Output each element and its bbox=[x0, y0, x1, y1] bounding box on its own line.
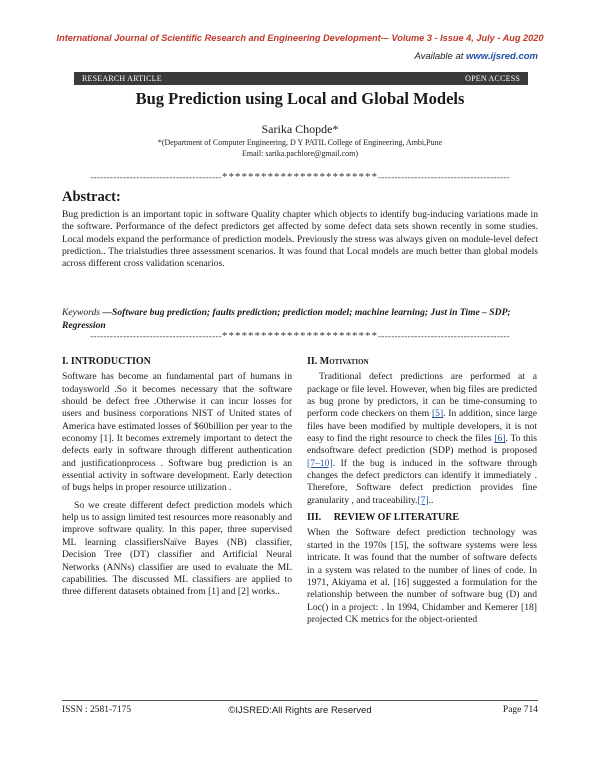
author-name: Sarika Chopde* bbox=[261, 122, 339, 136]
review-paragraph: When the Software defect prediction technology was started in the 1970s [15], the software systems were less intricate. It was found that the number of software defects in a system was related to the number of lines of code. In 1971, Akiyama et al. [16] suggested a formulation for the relationship between the number of software bug (D) and Loc() in a project: . In 1994, Chidamber and Kemerer [18] projected CK metrics for the object-oriented bbox=[307, 527, 537, 625]
page-number: Page 714 bbox=[502, 705, 538, 715]
separator-dashes-left: ---------------------------------------- bbox=[90, 172, 222, 182]
reference-link-6[interactable]: [6] bbox=[494, 433, 506, 445]
motivation-text-e: .. bbox=[428, 494, 434, 506]
left-column bbox=[62, 356, 292, 604]
motivation-text-b: . In addition, since large files have been modified by multiple developers, it is not easy to find the right resource to check the files bbox=[307, 408, 537, 445]
separator-dashes-right: ---------------------------------------- bbox=[378, 331, 510, 341]
abstract-heading: Abstract: bbox=[62, 189, 121, 205]
separator-stars: ************************ bbox=[222, 330, 378, 342]
introduction-paragraph-1: Software has become an fundamental part of humans in todaysworld .So it becomes necessary that the software should be defect free .Otherwise it can incur losses for users and business corporations NIST of United states of America have estimated losses of $60billion per year to the economy [1]. It becomes extremely important to detect the defects early in software through different authentication and justificationprocess . Software bug prediction is an essential activity in software development. Early detection of bugs helps in proper resource utilization . bbox=[62, 371, 292, 494]
motivation-text-a: Traditional defect predictions are performed at a package or file level. However, when big files are predicted as bug prone by predictors, it can be time-consuming to perform code checkers on them bbox=[307, 371, 537, 420]
review-heading-text: REVIEW OF LITERATURE bbox=[333, 512, 460, 524]
article-type-bar bbox=[74, 72, 528, 85]
journal-header: International Journal of Scientific Research and Engineering Development-– Volume 3 - Issue 4, July - Aug 2020 bbox=[56, 33, 544, 43]
introduction-paragraph-2: So we create different defect prediction models which help us to assign limited test resources more reasonably and improve software quality. In this paper, three supervised ML learning classifiersNaïve Bayes (NB) classifier, Decision Tree (DT) classifier and Artificial Neural Networks (ANNs) classifier are used to evaluate the ML capabilities. The discussed ML classifiers are applied to three different datasets obtained from [1] and [2] works.. bbox=[62, 499, 292, 598]
separator-dashes-left: ---------------------------------------- bbox=[90, 331, 222, 341]
motivation-heading-number: II. bbox=[307, 356, 318, 367]
author-affiliation: *(Department of Computer Engineering, D Y PATIL College of Engineering, Ambi,Pune bbox=[157, 138, 443, 147]
reference-link-5[interactable]: [5] bbox=[431, 408, 444, 420]
motivation-text-c: . To this endsoftware defect prediction (SDP) method is proposed bbox=[307, 433, 537, 457]
author-email: Email: sarika.pachlore@gmail.com) bbox=[242, 149, 358, 158]
journal-url-link[interactable]: www.ijsred.com bbox=[466, 51, 538, 62]
availability-line bbox=[414, 51, 538, 62]
research-article-label: RESEARCH ARTICLE bbox=[82, 74, 162, 83]
separator-top bbox=[62, 171, 538, 183]
review-heading bbox=[307, 512, 537, 524]
separator-stars: ************************ bbox=[222, 171, 378, 183]
motivation-heading-text: Motivation bbox=[319, 356, 369, 367]
reference-link-7[interactable]: [7] bbox=[417, 494, 429, 506]
keywords-label: Keywords bbox=[62, 307, 101, 318]
right-column bbox=[307, 356, 537, 631]
reference-link-7-10[interactable]: [7–10] bbox=[307, 457, 333, 469]
introduction-heading: I. INTRODUCTION bbox=[62, 356, 151, 367]
review-heading-number: III. bbox=[307, 512, 322, 524]
abstract-text: Bug prediction is an important topic in software Quality chapter which objects to identify bug-inducing variations made in the software. Performance of the defect predictors get affected by some defect data sets shown recently in some studies. Local models expand the performance of prediction models. Previously the stress was always given on module-level defect prediction.. The trialstudies three assessment scenarios. It was found that Local models are much better than global models across different cross validation scenarios. bbox=[62, 209, 538, 270]
copyright: ©IJSRED:All Rights are Reserved bbox=[228, 705, 372, 716]
issn: ISSN : 2581-7175 bbox=[62, 705, 132, 715]
footer-divider bbox=[62, 700, 538, 701]
motivation-heading bbox=[307, 356, 537, 368]
motivation-paragraph bbox=[307, 371, 537, 507]
separator-bottom bbox=[62, 330, 538, 342]
motivation-text-d: . If the bug is induced in the software through changes the defect predictors can identify it immediately . Therefore, Software defect prediction provides fine granularity , and traceability. bbox=[307, 457, 537, 506]
separator-dashes-right: ---------------------------------------- bbox=[378, 172, 510, 182]
paper-title: Bug Prediction using Local and Global Models bbox=[135, 89, 465, 108]
keywords-text: —Software bug prediction; faults prediction; prediction model; machine learning; Just in Time – SDP; Regression bbox=[62, 307, 511, 331]
available-label: Available at bbox=[414, 51, 464, 62]
open-access-label: OPEN ACCESS bbox=[465, 74, 520, 83]
keywords bbox=[62, 307, 538, 332]
